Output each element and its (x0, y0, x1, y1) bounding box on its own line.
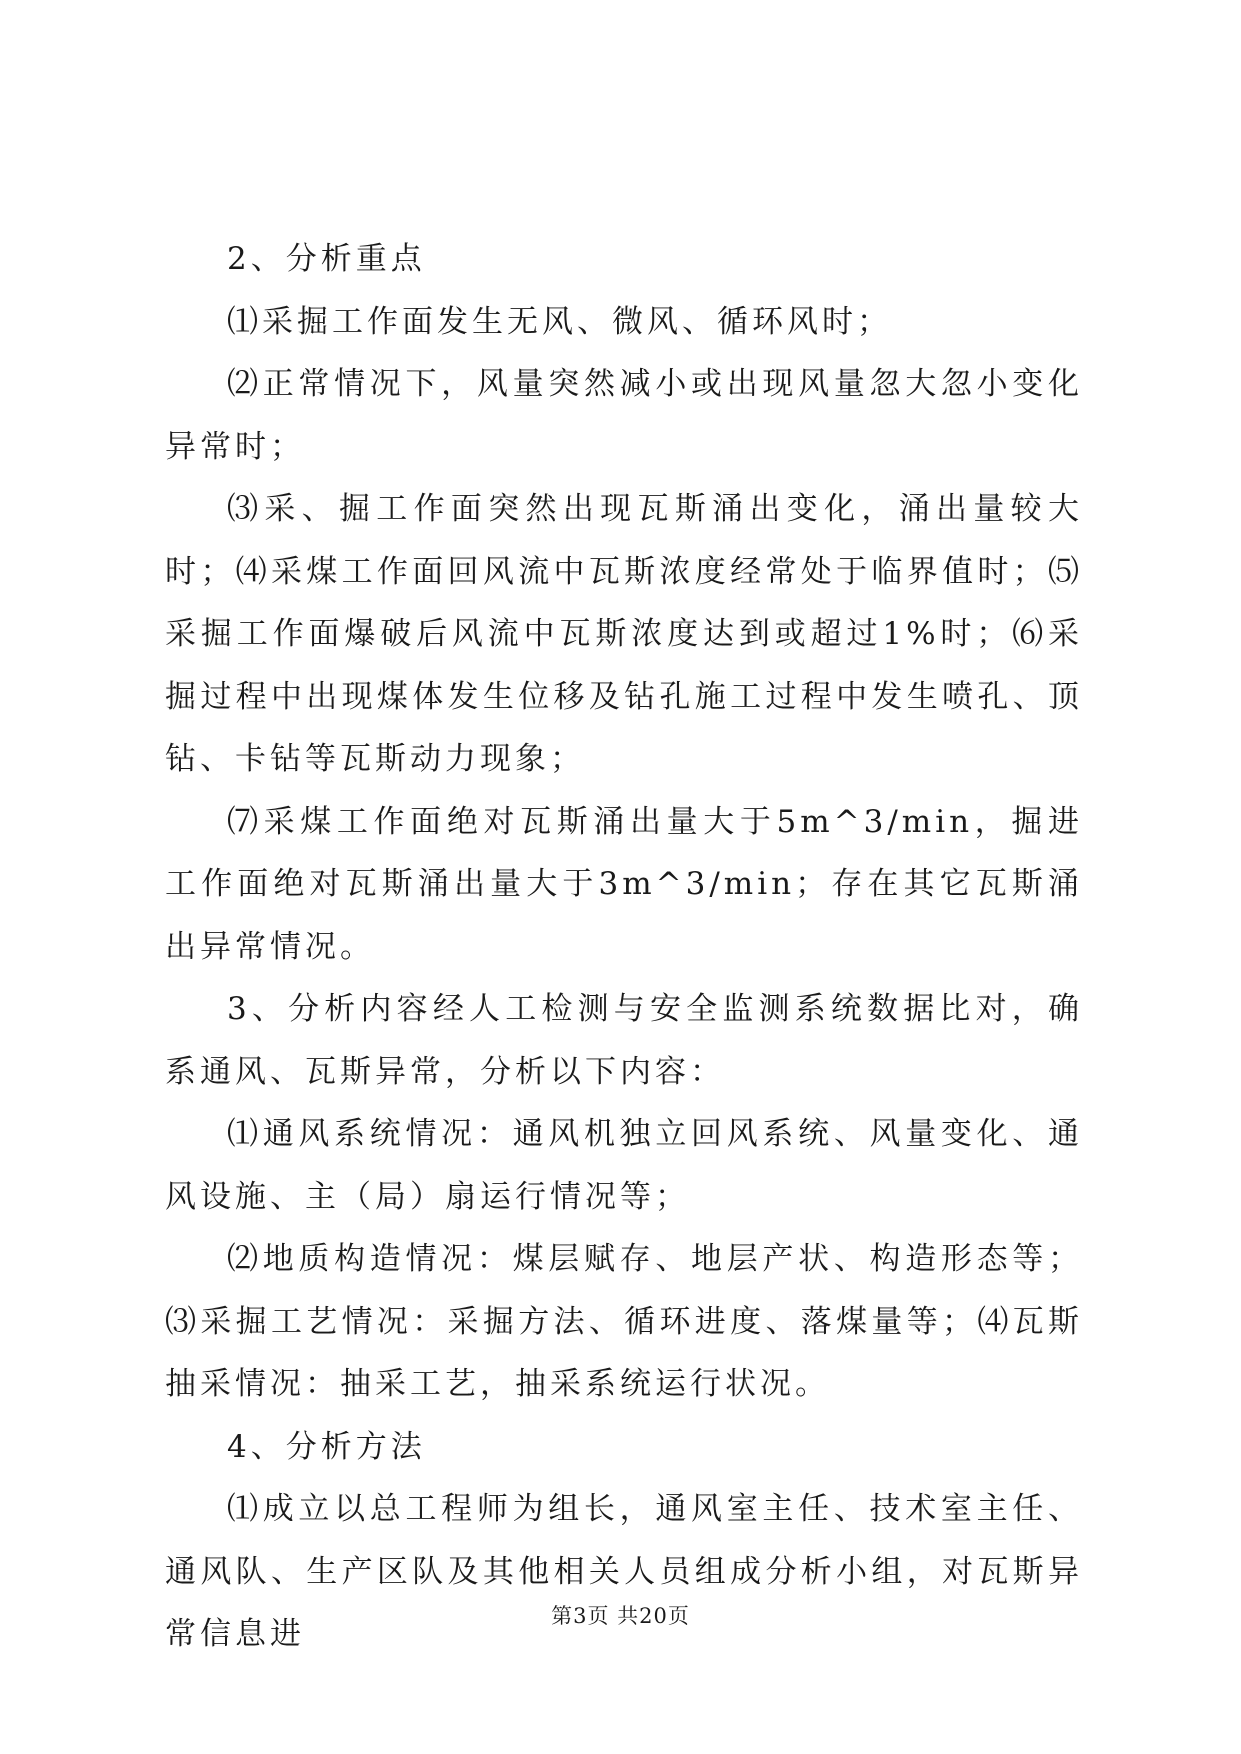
page-footer: 第3页 共20页 (551, 1604, 690, 1628)
paragraph-item-2: ⑵正常情况下，风量突然减小或出现风量忽大忽小变化异常时； (165, 366, 1083, 465)
paragraph-analysis-team: ⑴成立以总工程师为组长，通风室主任、技术室主任、通风队、生产区队及其他相关人员组成分析小组，对瓦斯异常信息进 (165, 1491, 1083, 1652)
section-heading-analysis-focus: 2、分析重点 (227, 241, 426, 277)
document-body (165, 228, 1083, 1666)
paragraph-items-3-6: ⑶采、掘工作面突然出现瓦斯涌出变化，涌出量较大时；⑷采煤工作面回风流中瓦斯浓度经常处于临界值时；⑸采掘工作面爆破后风流中瓦斯浓度达到或超过1%时；⑹采掘过程中出现煤体发生位移及钻孔施工过程中发生喷孔、顶钻、卡钻等瓦斯动力现象； (165, 491, 1083, 777)
paragraph-item-1: ⑴采掘工作面发生无风、微风、循环风时； (227, 303, 892, 340)
paragraph-item-7: ⑺采煤工作面绝对瓦斯涌出量大于5m^3/min，掘进工作面绝对瓦斯涌出量大于3m^3/min；存在其它瓦斯涌出异常情况。 (165, 803, 1083, 965)
paragraph-ventilation-system: ⑴通风系统情况：通风机独立回风系统、风量变化、通风设施、主（局）扇运行情况等； (165, 1116, 1083, 1215)
section-heading-analysis-content: 3、分析内容经人工检测与安全监测系统数据比对，确系通风、瓦斯异常，分析以下内容： (165, 991, 1083, 1090)
paragraph-geology-process-drainage: ⑵地质构造情况：煤层赋存、地层产状、构造形态等；⑶采掘工艺情况：采掘方法、循环进度、落煤量等；⑷瓦斯抽采情况：抽采工艺，抽采系统运行状况。 (165, 1241, 1083, 1402)
section-heading-analysis-method: 4、分析方法 (227, 1428, 426, 1465)
